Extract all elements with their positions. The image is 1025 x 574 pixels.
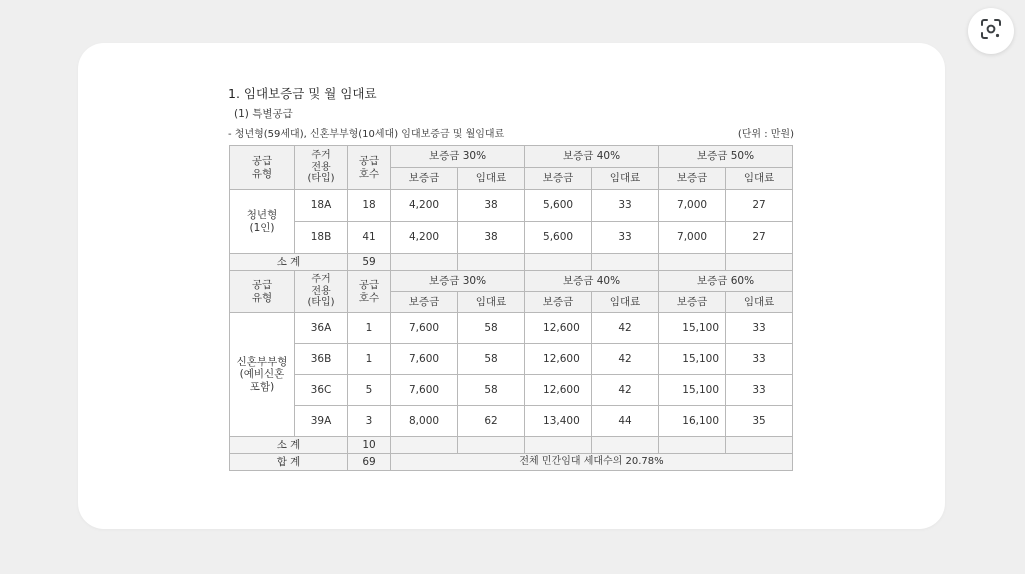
table-row xyxy=(230,222,793,254)
cell-rent: 44 xyxy=(592,406,659,437)
cell-deposit: 8,000 xyxy=(391,406,458,437)
cell-type: 18B xyxy=(295,222,348,254)
cell-rent: 58 xyxy=(458,375,525,406)
cell-rent: 38 xyxy=(458,190,525,222)
cell-deposit: 5,600 xyxy=(525,190,592,222)
subtotal-units: 59 xyxy=(348,254,391,271)
total-label: 합 계 xyxy=(230,454,348,471)
header-area-type: 주거 전용 (타입) xyxy=(295,271,348,313)
doc-subtitle: (1) 특별공급 xyxy=(234,108,293,120)
google-lens-icon xyxy=(979,17,1003,45)
header-rent: 임대료 xyxy=(592,292,659,313)
header-supply-type: 공급 유형 xyxy=(230,271,295,313)
header-rent: 임대료 xyxy=(726,168,793,190)
cell-deposit: 7,600 xyxy=(391,313,458,344)
cell-deposit: 12,600 xyxy=(525,344,592,375)
header-col-30: 보증금 30% xyxy=(391,271,525,292)
group-label-youth: 청년형 (1인) xyxy=(230,190,295,254)
cell-type: 36C xyxy=(295,375,348,406)
subtotal-row xyxy=(230,254,793,271)
cell-type: 36A xyxy=(295,313,348,344)
cell-rent: 33 xyxy=(592,222,659,254)
header-col-30: 보증금 30% xyxy=(391,146,525,168)
cell-rent: 42 xyxy=(592,375,659,406)
document-image xyxy=(228,84,794,471)
cell-rent: 58 xyxy=(458,313,525,344)
cell-rent: 35 xyxy=(726,406,793,437)
total-row xyxy=(230,454,793,471)
header-deposit: 보증금 xyxy=(659,292,726,313)
table-caption: - 청년형(59세대), 신혼부부형(10세대) 임대보증금 및 월임대료 xyxy=(228,129,505,140)
cell-deposit: 4,200 xyxy=(391,222,458,254)
cell-units: 1 xyxy=(348,344,391,375)
subtotal-label: 소 계 xyxy=(230,254,348,271)
header-supply-type: 공급 유형 xyxy=(230,146,295,190)
lens-search-button[interactable] xyxy=(968,8,1014,54)
cell-deposit: 13,400 xyxy=(525,406,592,437)
header-rent: 임대료 xyxy=(458,292,525,313)
cell-deposit: 15,100 xyxy=(659,344,726,375)
header-col-40: 보증금 40% xyxy=(525,271,659,292)
cell-units: 3 xyxy=(348,406,391,437)
subtotal-units: 10 xyxy=(348,437,391,454)
cell-deposit: 7,600 xyxy=(391,344,458,375)
subtotal-row xyxy=(230,437,793,454)
cell-deposit: 7,600 xyxy=(391,375,458,406)
cell-rent: 27 xyxy=(726,190,793,222)
cell-deposit: 7,000 xyxy=(659,190,726,222)
table-caption-row xyxy=(228,125,794,140)
cell-type: 39A xyxy=(295,406,348,437)
cell-units: 5 xyxy=(348,375,391,406)
header-col-60: 보증금 60% xyxy=(659,271,793,292)
cell-rent: 58 xyxy=(458,344,525,375)
table-row xyxy=(230,406,793,437)
table-row xyxy=(230,313,793,344)
cell-type: 18A xyxy=(295,190,348,222)
cell-units: 1 xyxy=(348,313,391,344)
header-col-40: 보증금 40% xyxy=(525,146,659,168)
doc-title: 1. 임대보증금 및 월 임대료 xyxy=(228,86,377,101)
cell-rent: 42 xyxy=(592,344,659,375)
header-deposit: 보증금 xyxy=(525,292,592,313)
group1-header-row-1 xyxy=(230,146,793,168)
total-units: 69 xyxy=(348,454,391,471)
table-row xyxy=(230,190,793,222)
cell-rent: 38 xyxy=(458,222,525,254)
cell-rent: 33 xyxy=(726,313,793,344)
cell-units: 41 xyxy=(348,222,391,254)
cell-rent: 42 xyxy=(592,313,659,344)
rent-table xyxy=(229,145,793,471)
header-units: 공급 호수 xyxy=(348,146,391,190)
cell-deposit: 5,600 xyxy=(525,222,592,254)
cell-type: 36B xyxy=(295,344,348,375)
cell-deposit: 12,600 xyxy=(525,313,592,344)
cell-units: 18 xyxy=(348,190,391,222)
group2-header-row-1 xyxy=(230,271,793,292)
subtotal-label: 소 계 xyxy=(230,437,348,454)
header-deposit: 보증금 xyxy=(659,168,726,190)
unit-note: (단위 : 만원) xyxy=(737,129,794,140)
cell-rent: 27 xyxy=(726,222,793,254)
header-rent: 임대료 xyxy=(726,292,793,313)
header-deposit: 보증금 xyxy=(391,168,458,190)
cell-rent: 62 xyxy=(458,406,525,437)
cell-deposit: 12,600 xyxy=(525,375,592,406)
header-area-type: 주거 전용 (타입) xyxy=(295,146,348,190)
total-note: 전체 민간임대 세대수의 20.78% xyxy=(391,454,793,471)
header-rent: 임대료 xyxy=(592,168,659,190)
table-row xyxy=(230,375,793,406)
header-units: 공급 호수 xyxy=(348,271,391,313)
group-label-newlywed: 신혼부부형 (예비신혼 포함) xyxy=(230,313,295,437)
cell-deposit: 16,100 xyxy=(659,406,726,437)
table-row xyxy=(230,344,793,375)
cell-deposit: 4,200 xyxy=(391,190,458,222)
header-rent: 임대료 xyxy=(458,168,525,190)
cell-rent: 33 xyxy=(592,190,659,222)
cell-rent: 33 xyxy=(726,375,793,406)
header-deposit: 보증금 xyxy=(525,168,592,190)
header-col-50: 보증금 50% xyxy=(659,146,793,168)
header-deposit: 보증금 xyxy=(391,292,458,313)
cell-deposit: 15,100 xyxy=(659,313,726,344)
cell-rent: 33 xyxy=(726,344,793,375)
cell-deposit: 15,100 xyxy=(659,375,726,406)
cell-deposit: 7,000 xyxy=(659,222,726,254)
